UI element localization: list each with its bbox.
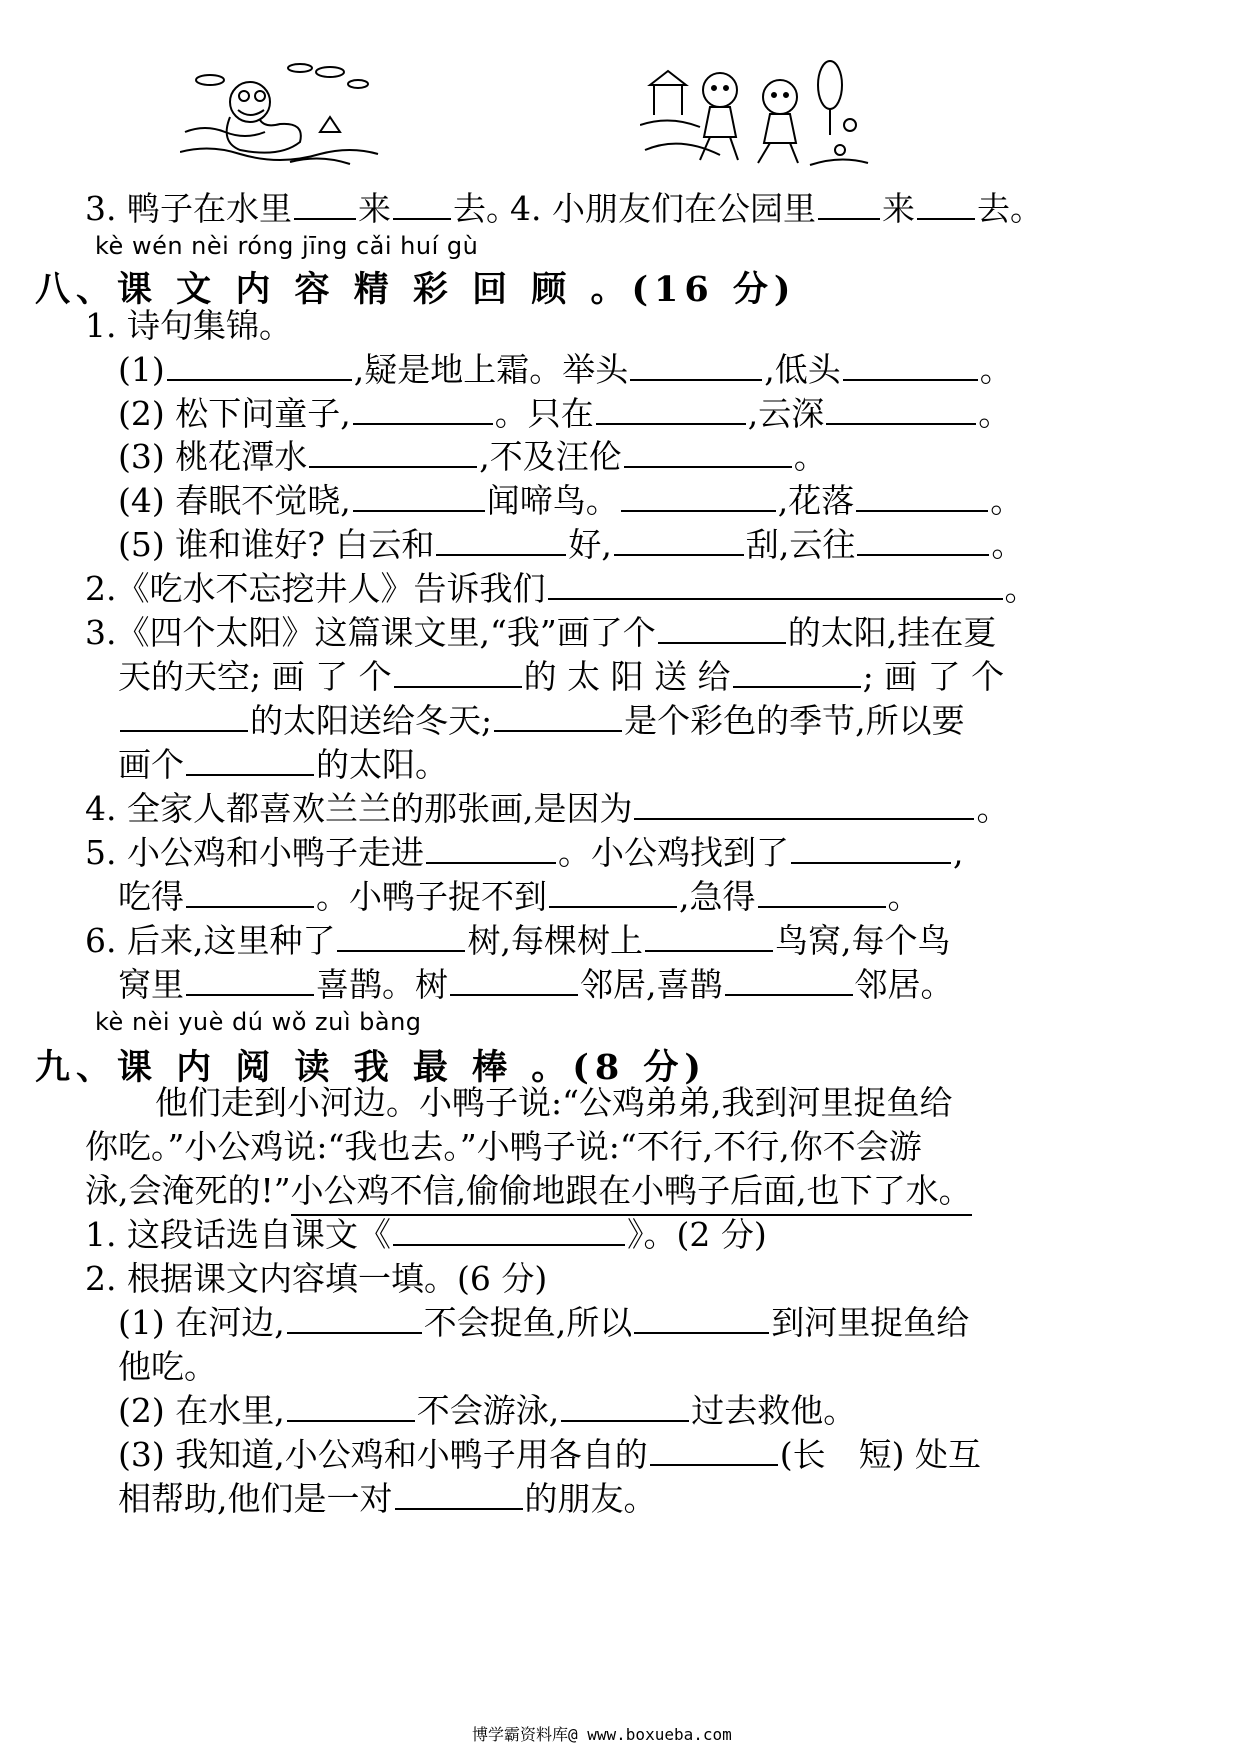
passage-line-1: 他们走到小河边。小鸭子说:“公鸡弟弟,我到河里捉鱼给 [155,1083,953,1122]
reading-q2-part3-line-2: 相帮助,他们是一对 的朋友。 [118,1479,657,1518]
question-3-line-2: 天的天空; 画 了 个 的 太 阳 送 给 ; 画 了 个 [118,657,1005,696]
answer-blank[interactable] [818,192,880,220]
answer-blank[interactable] [561,1394,689,1422]
underlined-sentence: 小公鸡不信,偷偷地跟在小鸭子后面,也下了水。 [291,1171,972,1216]
question-6-line-2: 窝里 喜鹊。树 邻居,喜鹊 邻居。 [118,965,954,1004]
answer-blank[interactable] [630,353,762,381]
section-9-pinyin: kè nèi yuè dú wǒ zuì bàng [95,1008,422,1036]
footer-watermark: 博学霸资料库@ www.boxueba.com [472,1725,732,1744]
question-3-line-4: 画个 的太阳。 [118,745,448,784]
passage-line-2: 你吃。”小公鸡说:“我也去。”小鸭子说:“不行,不行,你不会游 [85,1127,922,1166]
answer-blank[interactable] [353,484,485,512]
answer-blank[interactable] [426,836,556,864]
question-5-line-2: 吃得 。小鸭子捉不到 ,急得 。 [118,877,921,916]
poem-line-5: (5) 谁和谁好? 白云和 好, 刮,云往 。 [118,525,1025,564]
answer-blank[interactable] [186,880,314,908]
answer-blank[interactable] [395,1482,523,1510]
answer-blank[interactable] [167,353,352,381]
answer-blank[interactable] [791,836,951,864]
section-9-title: 九、课 内 阅 读 我 最 棒 。(8 分) [35,1047,707,1088]
poem-line-1: (1) ,疑是地上霜。举头 ,低头 。 [118,350,1013,389]
answer-blank[interactable] [186,748,314,776]
answer-blank[interactable] [856,484,988,512]
answer-blank[interactable] [857,528,989,556]
question-4: 4. 全家人都喜欢兰兰的那张画,是因为 。 [85,789,1010,828]
question-1-heading: 1. 诗句集锦。 [85,306,292,345]
fill-question-3: 3. 鸭子在水里 来 去。 [85,189,519,228]
answer-blank[interactable] [287,1306,422,1334]
answer-blank[interactable] [337,924,465,952]
question-2: 2.《吃水不忘挖井人》告诉我们 。 [85,569,1038,608]
poem-line-4: (4) 春眠不觉晓, 闻啼鸟。 ,花落 。 [118,481,1024,520]
answer-blank[interactable] [294,192,356,220]
section-8-pinyin: kè wén nèi róng jīng cǎi huí gù [95,232,479,260]
reading-question-2: 2. 根据课文内容填一填。(6 分) [85,1259,548,1298]
answer-blank[interactable] [645,924,773,952]
reading-question-1: 1. 这段话选自课文《 》。(2 分) [85,1215,767,1254]
poem-line-3: (3) 桃花潭水 ,不及汪伦 。 [118,437,827,476]
reading-q2-part1-line-1: (1) 在河边, 不会捉鱼,所以 到河里捉鱼给 [118,1303,970,1342]
answer-blank[interactable] [548,572,1003,600]
answer-blank[interactable] [650,1438,778,1466]
answer-blank[interactable] [120,704,248,732]
reading-q2-part2: (2) 在水里, 不会游泳, 过去救他。 [118,1391,857,1430]
answer-blank[interactable] [494,704,622,732]
answer-blank[interactable] [658,616,786,644]
answer-blank[interactable] [353,397,493,425]
answer-blank[interactable] [843,353,978,381]
answer-blank[interactable] [733,660,861,688]
poem-line-2: (2) 松下问童子, 。只在 ,云深 。 [118,394,1012,433]
answer-blank[interactable] [436,528,566,556]
answer-blank[interactable] [393,192,451,220]
reading-q2-part1-line-2: 他吃。 [118,1347,217,1386]
answer-blank[interactable] [394,660,522,688]
question-6-line-1: 6. 后来,这里种了 树,每棵树上 鸟窝,每个鸟 [85,921,951,960]
answer-blank[interactable] [450,968,578,996]
answer-blank[interactable] [186,968,314,996]
question-3-line-1: 3.《四个太阳》这篇课文里,“我”画了个 的太阳,挂在夏 [85,613,997,652]
answer-blank[interactable] [624,440,792,468]
duck-illustration [180,62,380,172]
answer-blank[interactable] [287,1394,415,1422]
fill-question-4: 4. 小朋友们在公园里 来 去。 [510,189,1043,228]
answer-blank[interactable] [549,880,677,908]
question-3-line-3: 的太阳送给冬天; 是个彩色的季节,所以要 [118,704,965,737]
answer-blank[interactable] [596,397,746,425]
answer-blank[interactable] [309,440,477,468]
answer-blank[interactable] [621,484,776,512]
answer-blank[interactable] [725,968,853,996]
answer-blank[interactable] [634,792,974,820]
children-park-illustration [640,55,870,170]
answer-blank[interactable] [393,1218,625,1246]
answer-blank[interactable] [614,528,744,556]
section-8-title: 八、课 文 内 容 精 彩 回 顾 。(16 分) [35,269,797,310]
answer-blank[interactable] [758,880,886,908]
passage-line-3: 泳,会淹死的!”小公鸡不信,偷偷地跟在小鸭子后面,也下了水。 [85,1174,972,1207]
answer-blank[interactable] [634,1306,769,1334]
reading-q2-part3-line-1: (3) 我知道,小公鸡和小鸭子用各自的 (长 短) 处互 [118,1435,981,1474]
answer-blank[interactable] [917,192,975,220]
answer-blank[interactable] [826,397,976,425]
question-5-line-1: 5. 小公鸡和小鸭子走进 。小公鸡找到了 , [85,833,964,872]
